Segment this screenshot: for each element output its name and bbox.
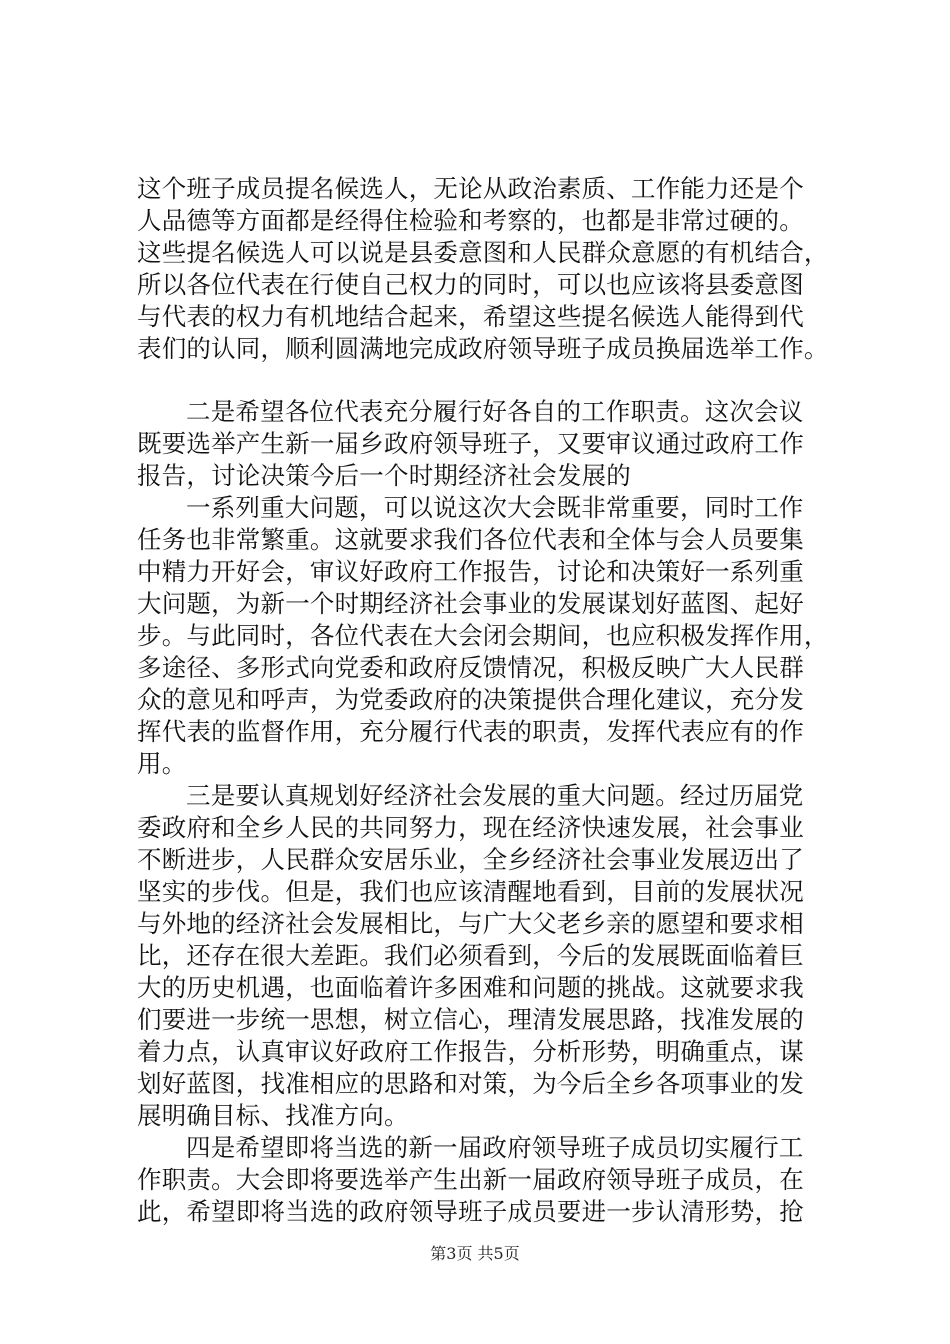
text-line: 这个班子成员提名候选人，无论从政治素质、工作能力还是个 — [137, 174, 804, 203]
text-line: 们要进一步统一思想，树立信心，理清发展思路，找准发展的 — [137, 1005, 804, 1034]
text-line: 与外地的经济社会发展相比，与广大父老乡亲的愿望和要求相 — [137, 909, 804, 938]
text-line: 既要选举产生新一届乡政府领导班子，又要审议通过政府工作 — [137, 429, 804, 458]
text-line: 展明确目标、找准方向。 — [137, 1101, 409, 1130]
text-line: 大的历史机遇，也面临着许多困难和问题的挑战。这就要求我 — [137, 973, 804, 1002]
text-line: 众的意见和呼声，为党委政府的决策提供合理化建议，充分发 — [137, 685, 804, 714]
text-line: 此，希望即将当选的政府领导班子成员要进一步认清形势，抢 — [137, 1197, 804, 1226]
text-line: 着力点，认真审议好政府工作报告，分析形势，明确重点，谋 — [137, 1037, 804, 1066]
text-line: 四是希望即将当选的新一届政府领导班子成员切实履行工 — [186, 1133, 804, 1162]
text-line: 大问题，为新一个时期经济社会事业的发展谋划好蓝图、起好 — [137, 589, 804, 618]
text-line: 所以各位代表在行使自己权力的同时，可以也应该将县委意图 — [137, 270, 804, 299]
text-line: 委政府和全乡人民的共同努力，现在经济快速发展，社会事业 — [137, 813, 804, 842]
text-line: 三是要认真规划好经济社会发展的重大问题。经过历届党 — [186, 781, 804, 810]
text-line: 与代表的权力有机地结合起来，希望这些提名候选人能得到代 — [137, 302, 804, 331]
text-line: 这些提名候选人可以说是县委意图和人民群众意愿的有机结合， — [137, 238, 829, 267]
text-line: 表们的认同，顺利圆满地完成政府领导班子成员换届选举工作。 — [137, 334, 829, 363]
text-line: 步。与此同时，各位代表在大会闭会期间，也应积极发挥作用， — [137, 621, 829, 650]
text-line: 挥代表的监督作用，充分履行代表的职责，发挥代表应有的作 — [137, 717, 804, 746]
text-line: 一系列重大问题，可以说这次大会既非常重要，同时工作 — [186, 493, 804, 522]
text-line: 不断进步，人民群众安居乐业，全乡经济社会事业发展迈出了 — [137, 845, 804, 874]
text-line: 用。 — [137, 749, 187, 778]
text-line: 多途径、多形式向党委和政府反馈情况，积极反映广大人民群 — [137, 653, 804, 682]
text-line: 任务也非常繁重。这就要求我们各位代表和全体与会人员要集 — [137, 525, 804, 554]
text-line: 坚实的步伐。但是，我们也应该清醒地看到，目前的发展状况 — [137, 877, 804, 906]
text-line: 划好蓝图，找准相应的思路和对策，为今后全乡各项事业的发 — [137, 1069, 804, 1098]
text-line: 中精力开好会，审议好政府工作报告，讨论和决策好一系列重 — [137, 557, 804, 586]
text-line: 作职责。大会即将要选举产生出新一届政府领导班子成员，在 — [137, 1165, 804, 1194]
text-line: 二是希望各位代表充分履行好各自的工作职责。这次会议 — [186, 397, 804, 426]
text-line: 报告，讨论决策今后一个时期经济社会发展的 — [137, 461, 631, 490]
text-line: 人品德等方面都是经得住检验和考察的，也都是非常过硬的。 — [137, 206, 804, 235]
page-footer: 第3页 共5页 — [430, 1244, 520, 1263]
text-line: 比，还存在很大差距。我们必须看到，今后的发展既面临着巨 — [137, 941, 804, 970]
